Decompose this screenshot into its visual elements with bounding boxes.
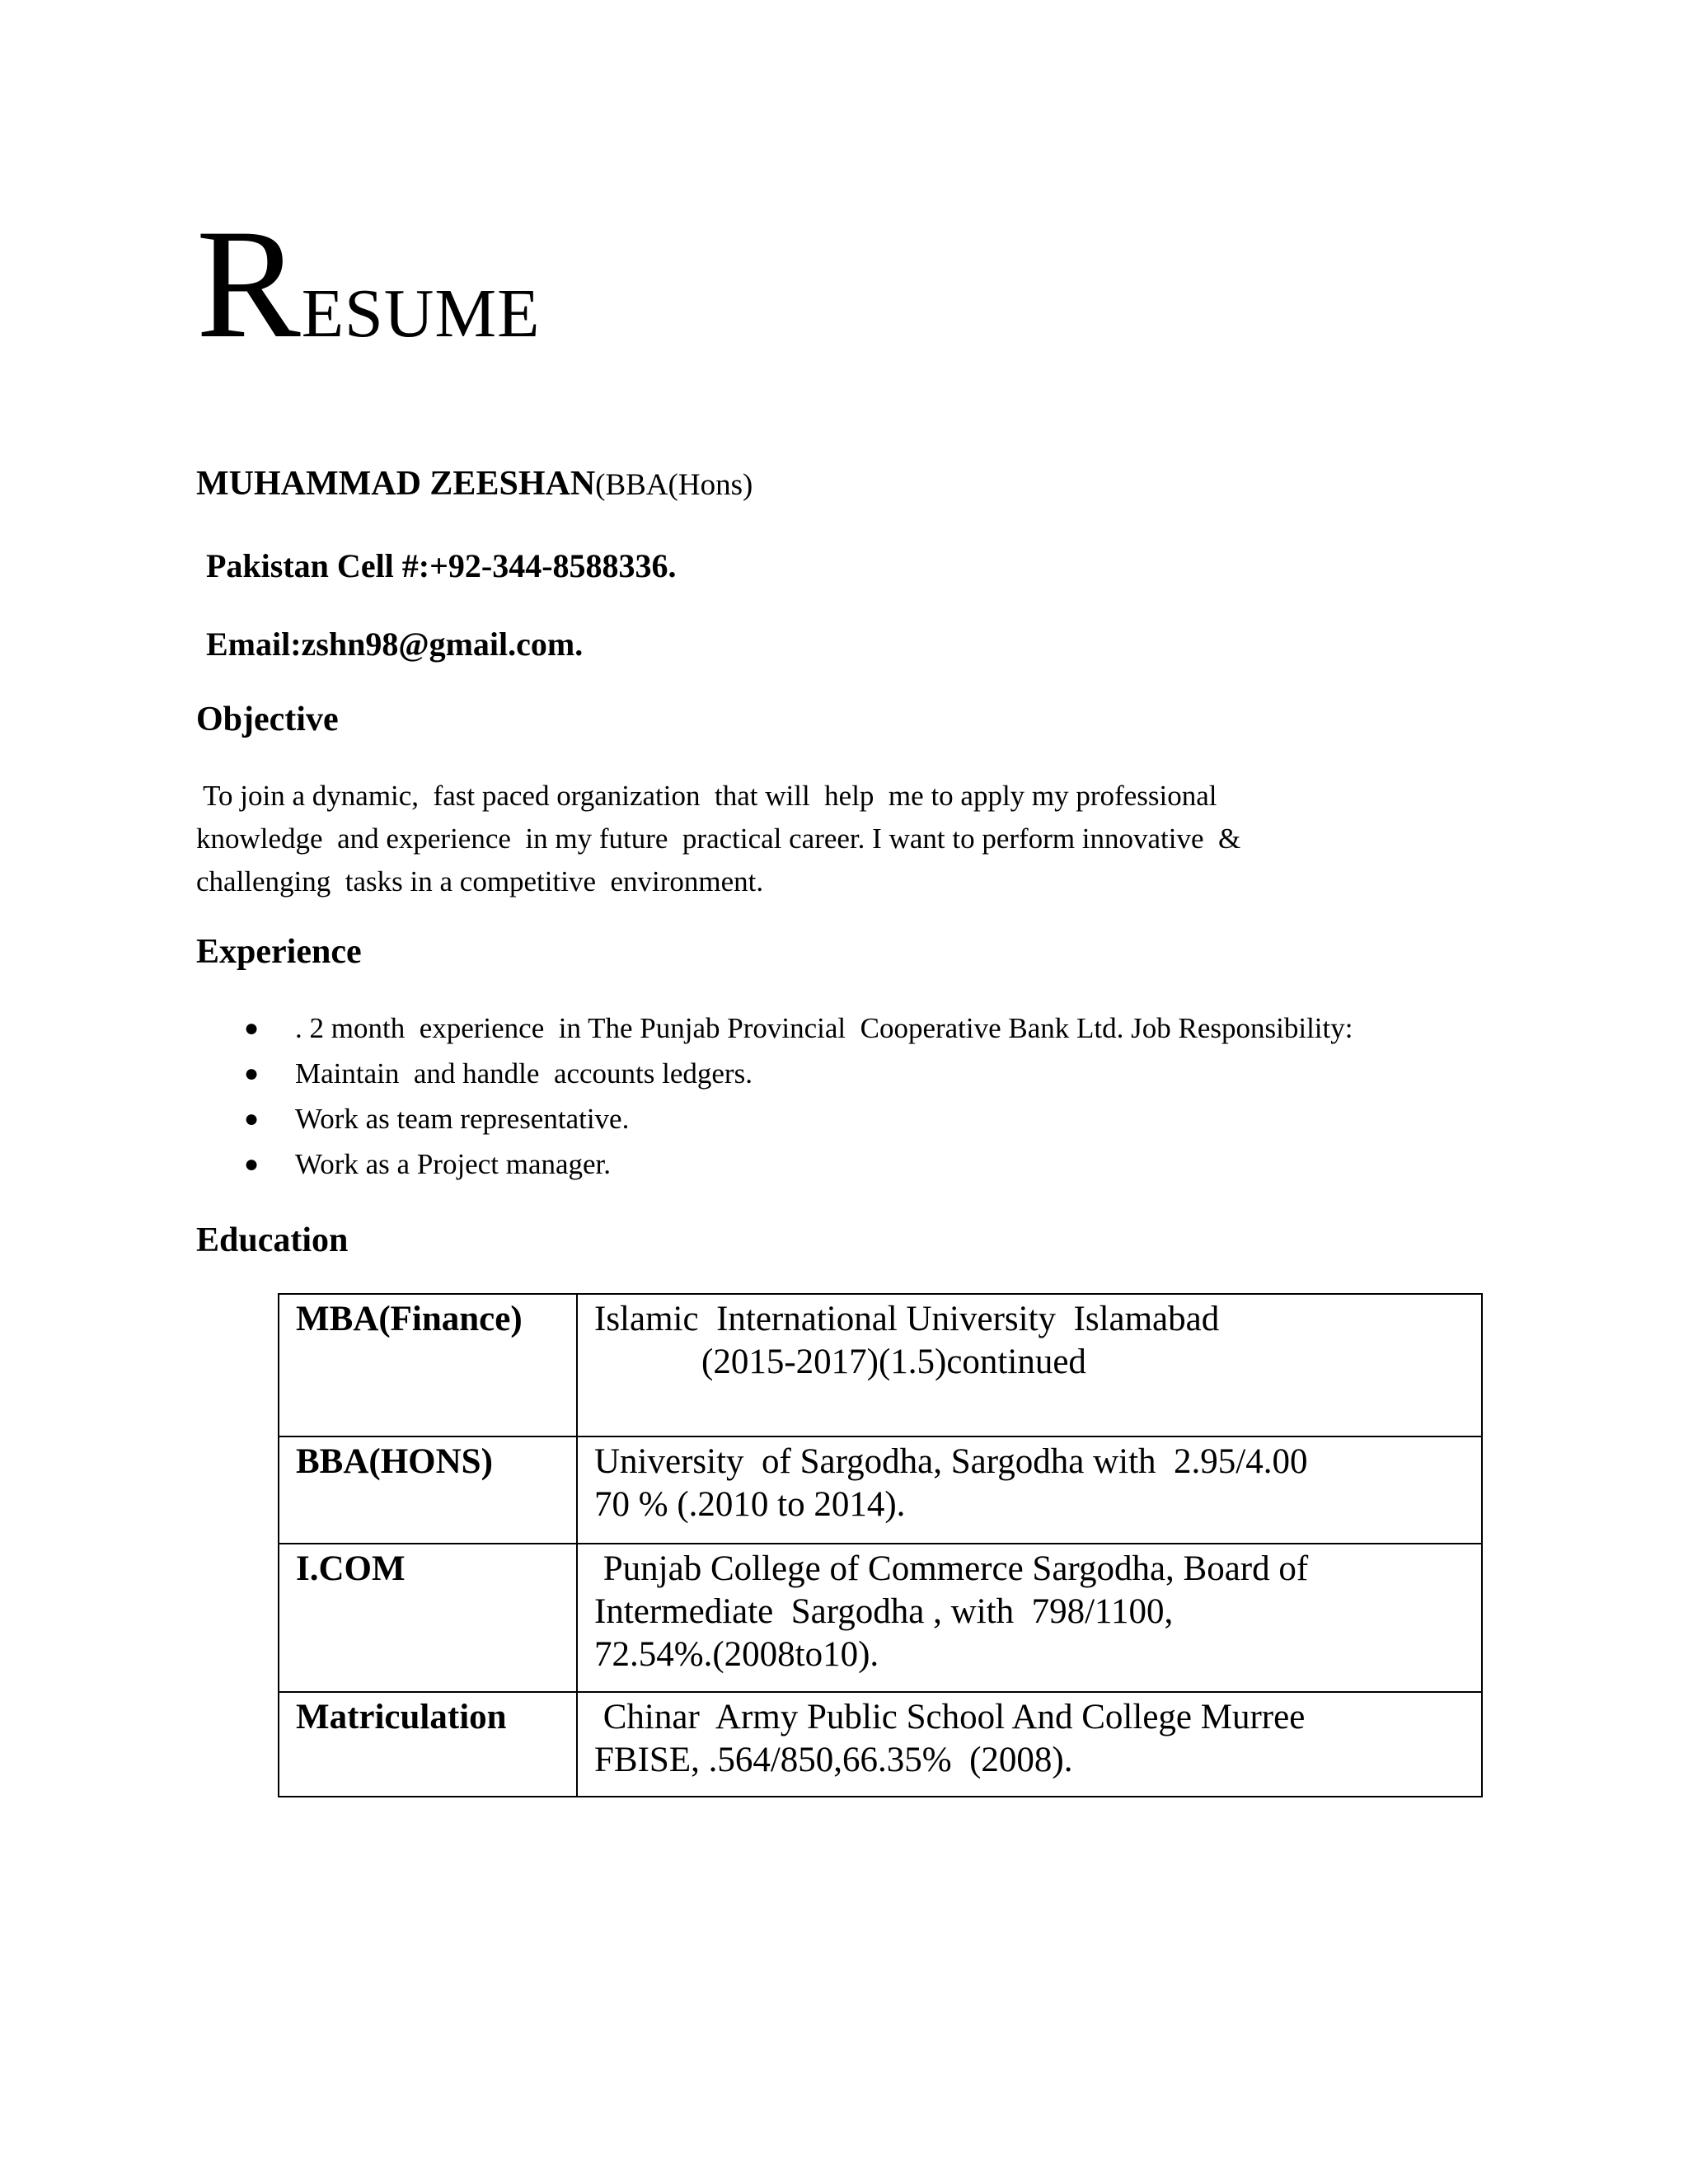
institution-cell <box>577 1692 1482 1797</box>
email-address: Email:zshn98@gmail.com. <box>206 626 584 663</box>
institution-line: (2015-2017)(1.5)continued <box>701 1343 1086 1381</box>
institution-line: Intermediate Sargodha , with 798/1100, <box>594 1592 1174 1631</box>
list-item-text: . 2 month experience in The Punjab Provincial Cooperative Bank Ltd. Job Responsibility: <box>295 1012 1353 1044</box>
objective-line: challenging tasks in a competitive environment. <box>196 865 764 898</box>
list-item-text: Work as team representative. <box>295 1103 630 1135</box>
institution-cell <box>577 1544 1482 1692</box>
degree-cell: MBA(Finance) <box>279 1294 577 1436</box>
bullet-icon: ● <box>244 1105 260 1132</box>
institution-line: Chinar Army Public School And College Murree <box>594 1698 1306 1736</box>
bullet-icon: ● <box>244 1151 260 1178</box>
list-item <box>196 1141 1353 1187</box>
table-row <box>279 1436 1482 1544</box>
objective-line: To join a dynamic, fast paced organization that will help me to apply my professional <box>196 780 1217 812</box>
phone-number: Pakistan Cell #:+92-344-8588336. <box>206 547 677 584</box>
institution-line: FBISE, .564/850,66.35% (2008). <box>594 1741 1073 1779</box>
title-rest: ESUME <box>301 275 541 352</box>
objective-line: knowledge and experience in my future practical career. I want to perform innovative & <box>196 823 1241 855</box>
education-table <box>278 1293 1483 1797</box>
list-item <box>196 1051 1353 1096</box>
institution-line: University of Sargodha, Sargodha with 2.95/4.00 <box>594 1442 1308 1481</box>
list-item-text: Maintain and handle accounts ledgers. <box>295 1057 753 1090</box>
objective-text <box>196 775 1457 903</box>
education-heading: Education <box>196 1221 349 1259</box>
list-item <box>196 1005 1353 1051</box>
institution-line: 70 % (.2010 to 2014). <box>594 1485 906 1524</box>
bullet-icon: ● <box>244 1060 260 1087</box>
applicant-degree: (BBA(Hons) <box>595 468 753 502</box>
title-initial: R <box>196 198 302 371</box>
institution-line: Punjab College of Commerce Sargodha, Board of <box>594 1549 1309 1588</box>
institution-line: Islamic International University Islamabad <box>594 1300 1220 1338</box>
list-item-text: Work as a Project manager. <box>295 1148 612 1180</box>
experience-list <box>196 1005 1353 1187</box>
document-title <box>196 198 541 371</box>
objective-heading: Objective <box>196 701 339 738</box>
institution-line: 72.54%.(2008to10). <box>594 1635 879 1674</box>
experience-heading: Experience <box>196 933 362 971</box>
institution-cell <box>577 1294 1482 1436</box>
list-item <box>196 1096 1353 1141</box>
bullet-icon: ● <box>244 1015 260 1042</box>
table-row <box>279 1294 1482 1436</box>
table-row <box>279 1544 1482 1692</box>
applicant-name: MUHAMMAD ZEESHAN <box>196 465 596 503</box>
applicant-name-line <box>196 466 753 501</box>
degree-cell: BBA(HONS) <box>279 1436 577 1544</box>
degree-cell: I.COM <box>279 1544 577 1692</box>
degree-cell: Matriculation <box>279 1692 577 1797</box>
institution-cell <box>577 1436 1482 1544</box>
table-row <box>279 1692 1482 1797</box>
